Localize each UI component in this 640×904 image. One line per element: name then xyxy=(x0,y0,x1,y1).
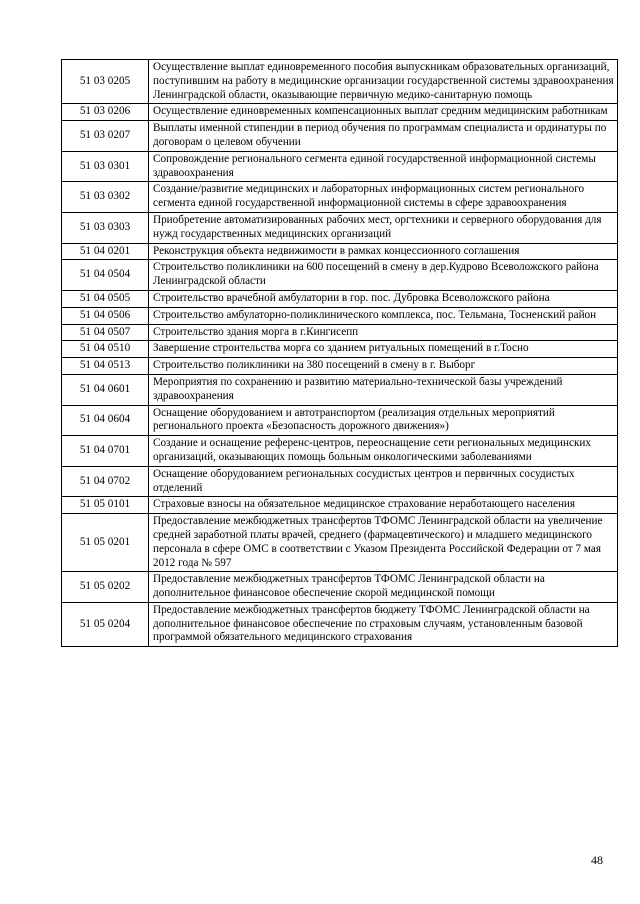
table-row xyxy=(62,290,618,307)
row-description: Предоставление межбюджетных трансфертов ТФОМС Ленинградской области на дополнительное финансовое обеспечение скорой медицинской помощи xyxy=(149,572,618,603)
table-row xyxy=(62,466,618,497)
table-row xyxy=(62,341,618,358)
row-code: 51 03 0205 xyxy=(62,60,149,104)
table-row xyxy=(62,405,618,436)
budget-classification-table xyxy=(61,59,618,647)
row-code: 51 03 0301 xyxy=(62,151,149,182)
table-row xyxy=(62,436,618,467)
table-row xyxy=(62,514,618,572)
row-code: 51 04 0604 xyxy=(62,405,149,436)
table-row xyxy=(62,243,618,260)
row-description: Предоставление межбюджетных трансфертов ТФОМС Ленинградской области на увеличение средней заработной платы врачей, среднего (фармацевтического) и младшего медицинского персонала в сфере ОМС в соответствии с Указом Президента Российской Федерации от 7 мая 2012 года № 597 xyxy=(149,514,618,572)
table-row xyxy=(62,104,618,121)
row-description: Создание/развитие медицинских и лабораторных информационных систем регионального сегмента единой государственной информационной системы в сфере здравоохранения xyxy=(149,182,618,213)
table-row xyxy=(62,260,618,291)
row-description: Строительство поликлиники на 380 посещений в смену в г. Выборг xyxy=(149,358,618,375)
table-row xyxy=(62,358,618,375)
row-description: Осуществление единовременных компенсационных выплат средним медицинским работникам xyxy=(149,104,618,121)
row-description: Строительство врачебной амбулатории в гор. пос. Дубровка Всеволожского района xyxy=(149,290,618,307)
row-code: 51 05 0202 xyxy=(62,572,149,603)
row-description: Реконструкция объекта недвижимости в рамках концессионного соглашения xyxy=(149,243,618,260)
row-description: Строительство поликлиники на 600 посещений в смену в дер.Кудрово Всеволожского района Ленинградской области xyxy=(149,260,618,291)
row-code: 51 04 0507 xyxy=(62,324,149,341)
row-description: Создание и оснащение референс-центров, переоснащение сети региональных медицинских организаций, оказывающих помощь больным онкологическими заболеваниями xyxy=(149,436,618,467)
row-code: 51 03 0206 xyxy=(62,104,149,121)
row-description: Мероприятия по сохранению и развитию материально-технической базы учреждений здравоохранения xyxy=(149,374,618,405)
table-row xyxy=(62,602,618,646)
row-description: Строительство здания морга в г.Кингисепп xyxy=(149,324,618,341)
row-description: Строительство амбулаторно-поликлинического комплекса, пос. Тельмана, Тосненский район xyxy=(149,307,618,324)
row-code: 51 04 0504 xyxy=(62,260,149,291)
row-code: 51 04 0601 xyxy=(62,374,149,405)
table-row xyxy=(62,121,618,152)
row-description: Сопровождение регионального сегмента единой государственной информационной системы здравоохранения xyxy=(149,151,618,182)
row-description: Страховые взносы на обязательное медицинское страхование неработающего населения xyxy=(149,497,618,514)
row-code: 51 04 0505 xyxy=(62,290,149,307)
row-code: 51 05 0201 xyxy=(62,514,149,572)
row-code: 51 05 0101 xyxy=(62,497,149,514)
table-row xyxy=(62,497,618,514)
table-row xyxy=(62,212,618,243)
row-code: 51 04 0506 xyxy=(62,307,149,324)
row-description: Осуществление выплат единовременного пособия выпускникам образовательных организаций, поступившим на работу в медицинские организации государственной системы здравоохранения Ленинградской области, оказывающие первичную медико-санитарную помощь xyxy=(149,60,618,104)
row-code: 51 04 0702 xyxy=(62,466,149,497)
row-code: 51 05 0204 xyxy=(62,602,149,646)
table-row xyxy=(62,374,618,405)
row-description: Приобретение автоматизированных рабочих мест, оргтехники и серверного оборудования для нужд государственных медицинских организаций xyxy=(149,212,618,243)
row-code: 51 03 0302 xyxy=(62,182,149,213)
row-description: Оснащение оборудованием региональных сосудистых центров и первичных сосудистых отделений xyxy=(149,466,618,497)
table-row xyxy=(62,324,618,341)
table-row xyxy=(62,182,618,213)
row-description: Выплаты именной стипендии в период обучения по программам специалиста и ординатуры по договорам о целевом обучении xyxy=(149,121,618,152)
row-description: Предоставление межбюджетных трансфертов бюджету ТФОМС Ленинградской области на дополнительное финансовое обеспечение по страховым случаям, установленным базовой программой обязательного медицинского страхования xyxy=(149,602,618,646)
row-code: 51 04 0513 xyxy=(62,358,149,375)
row-code: 51 04 0201 xyxy=(62,243,149,260)
row-description: Оснащение оборудованием и автотранспортом (реализация отдельных мероприятий регионального проекта «Безопасность дорожного движения») xyxy=(149,405,618,436)
row-code: 51 03 0207 xyxy=(62,121,149,152)
row-code: 51 04 0701 xyxy=(62,436,149,467)
row-description: Завершение строительства морга со зданием ритуальных помещений в г.Тосно xyxy=(149,341,618,358)
page-number: 48 xyxy=(591,853,603,867)
table-row xyxy=(62,60,618,104)
row-code: 51 04 0510 xyxy=(62,341,149,358)
table-row xyxy=(62,307,618,324)
table-row xyxy=(62,572,618,603)
table-row xyxy=(62,151,618,182)
row-code: 51 03 0303 xyxy=(62,212,149,243)
table-body xyxy=(62,60,618,647)
